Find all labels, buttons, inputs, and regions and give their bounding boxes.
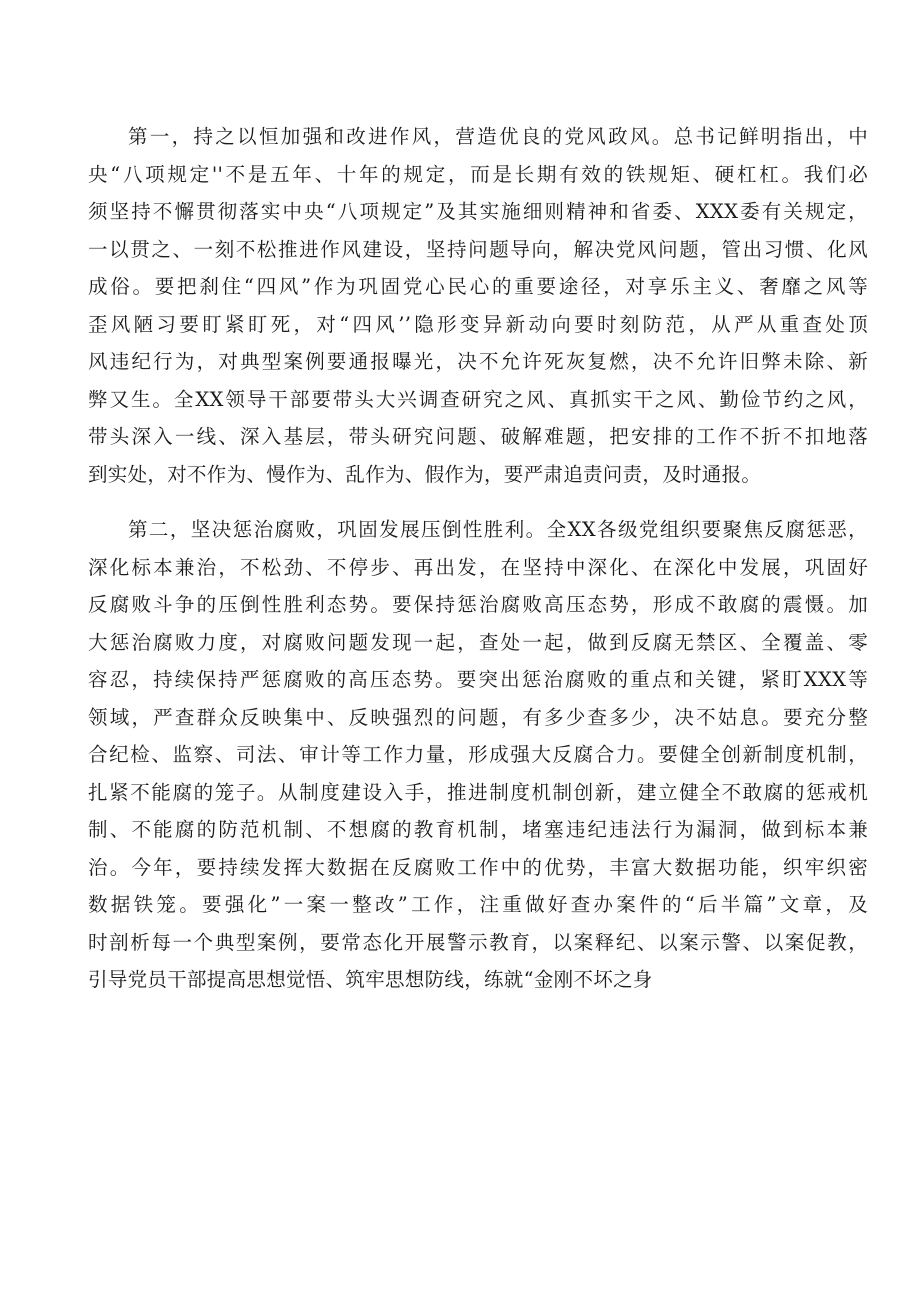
text-line: 央“八项规定''不是五年、十年的规定，而是长期有效的铁规矩、硬杠杠。我们必 <box>88 162 868 186</box>
text-line: 歪风陋习要盯紧盯死，对“四风’’隐形变异新动向要时刻防范，从严从重查处顶 <box>88 312 868 336</box>
text-line: 反腐败斗争的压倒性胜利态势。要保持惩治腐败高压态势，形成不敢腐的震慑。加 <box>88 593 868 616</box>
text-line: 领域，严查群众反映集中、反映强烈的问题，有多少查多少，决不姑息。要充分整 <box>88 705 868 729</box>
paragraph-2 <box>88 511 868 999</box>
text-line: 制、不能腐的防范机制、不想腐的教育机制，堵塞违纪违法行为漏洞，做到标本兼 <box>88 818 868 841</box>
text-line: 时剖析每一个典型案例，要常态化开展警示教育，以案释纪、以案示警、以案促教， <box>88 930 868 954</box>
text-line: 一以贯之、一刻不松推进作风建设，坚持问题导向，解决党风问题，管出习惯、化风 <box>88 237 868 261</box>
text-line: 数据铁笼。要强化”一案一整改”工作，注重做好查办案件的“后半篇”文章，及 <box>88 893 868 916</box>
text-line: 大惩治腐败力度，对腐败问题发现一起，查处一起，做到反腐无禁区、全覆盖、零 <box>88 630 868 654</box>
text-line: 扎紧不能腐的笼子。从制度建设入手，推进制度机制创新，建立健全不敢腐的惩戒机 <box>88 780 868 804</box>
text-line: 深化标本兼治，不松劲、不停步、再出发，在坚持中深化、在深化中发展，巩固好 <box>88 555 868 579</box>
text-line: 风违纪行为，对典型案例要通报曝光，决不允许死灰复燃，决不允许旧弊未除、新 <box>88 350 868 373</box>
text-line: 容忍，持续保持严惩腐败的高压态势。要突出惩治腐败的重点和关键，紧盯XXX等 <box>88 668 868 691</box>
text-line: 引导党员干部提高思想觉悟、筑牢思想防线，练就“金刚不坏之身 <box>88 968 653 991</box>
text-line: 成俗。要把刹住“四风”作为巩固党心民心的重要途径，对享乐主义、奢靡之风等 <box>88 275 868 298</box>
text-line: 合纪检、监察、司法、审计等工作力量，形成强大反腐合力。要健全创新制度机制， <box>88 743 868 766</box>
text-line: 须坚持不懈贯彻落实中央“八项规定”及其实施细则精神和省委、XXX委有关规定， <box>88 200 868 223</box>
text-line: 第二，坚决惩治腐败，巩固发展压倒性胜利。全XX各级党组织要聚焦反腐惩恶， <box>128 518 868 541</box>
text-line: 治。今年，要持续发挥大数据在反腐败工作中的优势，丰富大数据功能，织牢织密 <box>88 855 868 879</box>
document-body <box>88 118 868 999</box>
text-line: 弊又生。全XX领导干部要带头大兴调查研究之风、真抓实干之风、勤俭节约之风， <box>88 387 868 411</box>
text-line: 带头深入一线、深入基层，带头研究问题、破解难题，把安排的工作不折不扣地落 <box>88 425 868 448</box>
paragraph-1 <box>88 118 868 493</box>
text-line: 到实处，对不作为、慢作为、乱作为、假作为，要严肃追责问责，及时通报。 <box>88 462 762 486</box>
text-line: 第一，持之以恒加强和改进作风，营造优良的党风政风。总书记鲜明指出，中 <box>128 125 868 148</box>
